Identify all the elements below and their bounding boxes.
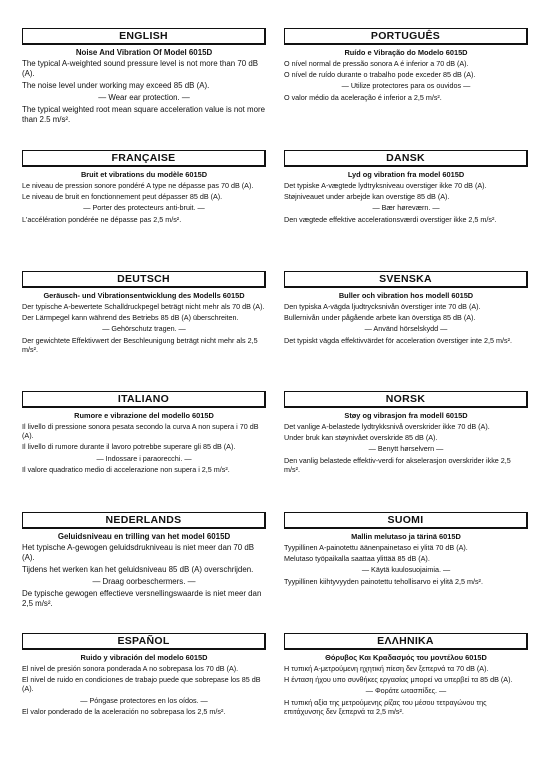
text-line: Der gewichtete Effektivwert der Beschleunigung beträgt nicht mehr als 2,5 m/s². xyxy=(22,335,258,354)
section-suomi xyxy=(284,512,528,588)
language-header: PORTUGUÊS xyxy=(284,28,528,45)
text-line: Het typische A-gewogen geluidsdrukniveau is niet meer dan 70 dB (A). xyxy=(22,543,255,562)
text-line: Støjniveauet under arbejde kan overstige 85 dB (A). xyxy=(284,192,450,202)
text-line: L'accélération pondérée ne dépasse pas 2,5 m/s². xyxy=(22,214,182,224)
text-line: Det typiske A-vægtede lydtryksniveau overstiger ikke 70 dB (A). xyxy=(284,181,487,190)
text-line: El nivel de ruido en condiciones de trabajo puede que sobrepase los 85 dB (A). xyxy=(22,675,261,694)
warning-line: — Bær høreværn. — xyxy=(372,203,440,213)
section-title: Θόρυβος Και Κραδασμός του μοντέλου 6015D xyxy=(325,653,487,662)
text-line: Den vægtede effektive accelerationsværdi overstiger ikke 2,5 m/s². xyxy=(284,214,497,224)
language-header: ESPAÑOL xyxy=(22,633,266,650)
section-portugues xyxy=(284,28,528,104)
section-title: Geräusch- und Vibrationsentwicklung des Modells 6015D xyxy=(43,291,245,300)
text-line: Il valore quadratico medio di accelerazione non supera i 2,5 m/s². xyxy=(22,464,230,474)
section-title: Ruido y vibración del modelo 6015D xyxy=(80,653,208,662)
section-title: Buller och vibration hos modell 6015D xyxy=(338,291,474,300)
section-title: Geluidsniveau en trilling van het model 6015D xyxy=(57,532,231,541)
warning-line: — Benytt hørselvern — xyxy=(368,444,444,454)
section-norsk xyxy=(284,391,528,476)
language-header: ITALIANO xyxy=(22,391,266,408)
warning-line: — Draag oorbeschermers. — xyxy=(92,577,196,586)
text-line: Den vanlig belastede effektiv-verdi for akselerasjon overskrider ikke 2,5 m/s². xyxy=(284,455,511,474)
text-line: Den typiska A-vägda ljudtrycksnivån överstiger inte 70 dB (A). xyxy=(284,302,481,311)
text-line: Der typische A-bewertete Schalldruckpegel beträgt nicht mehr als 70 dB (A). xyxy=(22,302,265,311)
warning-line: — Käytä kuulosuojaimia. — xyxy=(361,565,451,575)
text-line: De typische gewogen effectieve versnellingswaarde is niet meer dan 2,5 m/s². xyxy=(22,589,262,608)
language-header: ENGLISH xyxy=(22,28,266,45)
section-title: Mallin melutaso ja tärinä 6015D xyxy=(351,532,461,541)
section-deutsch xyxy=(22,271,266,356)
text-line: Il livello di rumore durante il lavoro potrebbe superare gli 85 dB (A). xyxy=(22,442,236,452)
text-line: Il livello di pressione sonora pesata secondo la curva A non supera i 70 dB (A). xyxy=(22,422,259,441)
text-line: Η τυπική αξία της μετρούμενης ρίζας του μέσου τετραγώνου της επιτάχυνσης δεν ξεπερνά τα 2,5 m/s². xyxy=(284,697,487,716)
section-title: Ruído e Vibração do Modelo 6015D xyxy=(344,48,468,57)
section-dansk xyxy=(284,150,528,226)
section-svenska xyxy=(284,271,528,347)
warning-line: — Wear ear protection. — xyxy=(98,93,190,102)
text-line: Melutaso työpaikalla saattaa ylittää 85 dB (A). xyxy=(284,554,430,564)
section-english xyxy=(22,28,266,127)
language-header: DANSK xyxy=(284,150,528,167)
language-header: SUOMI xyxy=(284,512,528,529)
text-line: O valor médio da aceleração é inferior a 2,5 m/s². xyxy=(284,92,442,102)
text-line: Η τυπική Α-μετρούμενη ηχητική πίεση δεν ξεπερνά τα 70 dB (A). xyxy=(284,664,489,673)
section-title: Rumore e vibrazione del modello 6015D xyxy=(74,411,214,420)
text-line: Det typiskt vägda effektivvärdet för acceleration överstiger inte 2,5 m/s². xyxy=(284,335,512,345)
language-header: FRANÇAISE xyxy=(22,150,266,167)
text-line: Det vanlige A-belastede lydtrykksnivå overskrider ikke 70 dB (A). xyxy=(284,422,490,431)
section-title: Noise And Vibration Of Model 6015D xyxy=(75,48,213,57)
warning-line: — Póngase protectores en los oídos. — xyxy=(80,695,208,705)
section-espanol xyxy=(22,633,266,718)
text-line: Tyypillinen kiihtyvyyden painotettu tehollisarvo ei ylitä 2,5 m/s². xyxy=(284,576,483,586)
text-line: O nível normal de pressão sonora A é inferior a 70 dB (A). xyxy=(284,59,469,68)
warning-line: — Porter des protecteurs anti-bruit. — xyxy=(83,203,205,213)
text-line: The typical A-weighted sound pressure level is not more than 70 dB (A). xyxy=(22,59,258,78)
warning-line: — Φοράτε ωτασπίδες. — xyxy=(365,686,447,696)
text-line: The typical weighted root mean square acceleration value is not more than 2.5 m/s². xyxy=(22,105,265,124)
language-header: ΕΛΛΗΝΙΚΑ xyxy=(284,633,528,650)
language-header: DEUTSCH xyxy=(22,271,266,288)
text-line: El valor ponderado de la aceleración no sobrepasa los 2,5 m/s². xyxy=(22,706,226,716)
text-line: The noise level under working may exceed 85 dB (A). xyxy=(22,81,210,90)
warning-line: — Använd hörselskydd — xyxy=(364,324,448,334)
section-ellinika xyxy=(284,633,528,718)
text-line: O nível de ruído durante o trabalho pode exceder 85 dB (A). xyxy=(284,70,476,80)
language-header: NORSK xyxy=(284,391,528,408)
text-line: El nivel de presión sonora ponderada A no sobrepasa los 70 dB (A). xyxy=(22,664,239,673)
warning-line: — Utilize protectores para os ouvidos — xyxy=(341,81,471,91)
text-line: Bullernivån under pågående arbete kan överstiga 85 dB (A). xyxy=(284,313,476,323)
text-line: Η ένταση ήχου υπο συνθήκες εργασίας μπορεί να υπερβεί τα 85 dB (A). xyxy=(284,675,513,685)
text-line: Le niveau de pression sonore pondéré A type ne dépasse pas 70 dB (A). xyxy=(22,181,254,190)
text-line: Der Lärmpegel kann während des Betriebs 85 dB (A) überschreiten. xyxy=(22,313,239,323)
section-italiano xyxy=(22,391,266,476)
text-line: Under bruk kan støynivået overskride 85 dB (A). xyxy=(284,433,438,443)
section-francaise xyxy=(22,150,266,226)
warning-line: — Indossare i paraorecchi. — xyxy=(96,453,192,463)
language-header: NEDERLANDS xyxy=(22,512,266,529)
section-title: Støy og vibrasjon fra modell 6015D xyxy=(344,411,468,420)
text-line: Tyypillinen A-painotettu äänenpainetaso ei ylitä 70 dB (A). xyxy=(284,543,468,552)
section-title: Bruit et vibrations du modèle 6015D xyxy=(80,170,208,179)
warning-line: — Gehörschutz tragen. — xyxy=(102,324,186,334)
language-header: SVENSKA xyxy=(284,271,528,288)
text-line: Le niveau de bruit en fonctionnement peut dépasser 85 dB (A). xyxy=(22,192,223,202)
text-line: Tijdens het werken kan het geluidsniveau 85 dB (A) overschrijden. xyxy=(22,565,254,574)
section-nederlands xyxy=(22,512,266,611)
section-title: Lyd og vibration fra model 6015D xyxy=(347,170,465,179)
